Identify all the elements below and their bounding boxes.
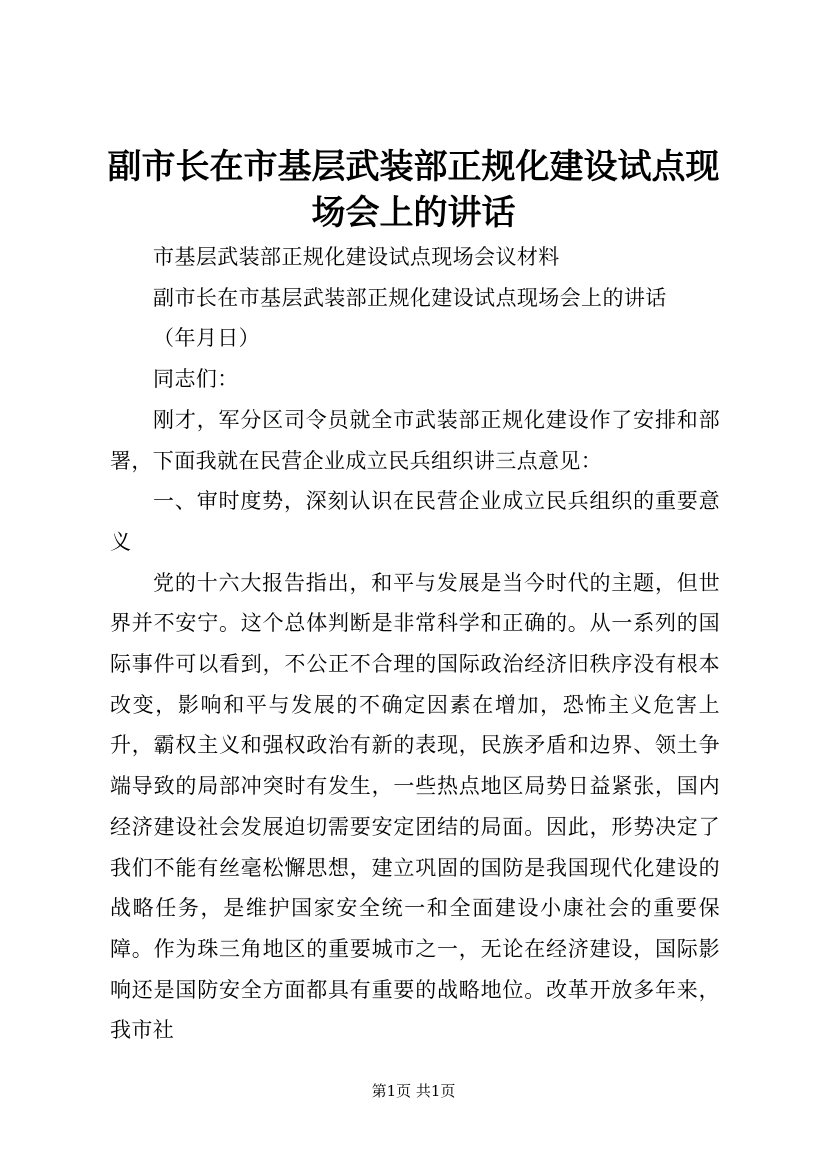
page-footer: 第1页 共1页 xyxy=(371,1082,456,1100)
paragraph-date: （年月日） xyxy=(153,326,261,351)
paragraph-speech-title: 副市长在市基层武装部正规化建设试点现场会上的讲话 xyxy=(153,285,667,310)
paragraph-salutation: 同志们： xyxy=(153,367,239,392)
paragraph-section-heading: 一、审时度势，深刻认识在民营企业成立民兵组织的重要意义 xyxy=(110,489,720,554)
paragraph-body: 党的十六大报告指出，和平与发展是当今时代的主题，但世界并不安宁。这个总体判断是非常科学和正确的。从一系列的国际事件可以看到，不公正不合理的国际政治经济旧秩序没有根本改变，影响和平与发展的不确定因素在增加，恐怖主义危害上升，霸权主义和强权政治有新的表现，民族矛盾和边界、领土争端导致的局部冲突时有发生，一些热点地区局势日益紧张，国内经济建设社会发展迫切需要安定团结的局面。因此，形势决定了我们不能有丝毫松懈思想，建立巩固的国防是我国现代化建设的战略任务，是维护国家安全统一和全面建设小康社会的重要保障。作为珠三角地区的重要城市之一，无论在经济建设，国际影响还是国防安全方面都具有重要的战略地位。改革开放多年来，我市社 xyxy=(110,570,720,1043)
document-title: 副市长在市基层武装部正规化建设试点现场会上的讲话 xyxy=(107,147,720,233)
paragraph-subtitle: 市基层武装部正规化建设试点现场会议材料 xyxy=(153,245,560,269)
paragraph-intro: 刚才，军分区司令员就全市武装部正规化建设作了安排和部署，下面我就在民营企业成立民兵组织讲三点意见： xyxy=(110,407,720,473)
document-body xyxy=(110,237,720,1051)
